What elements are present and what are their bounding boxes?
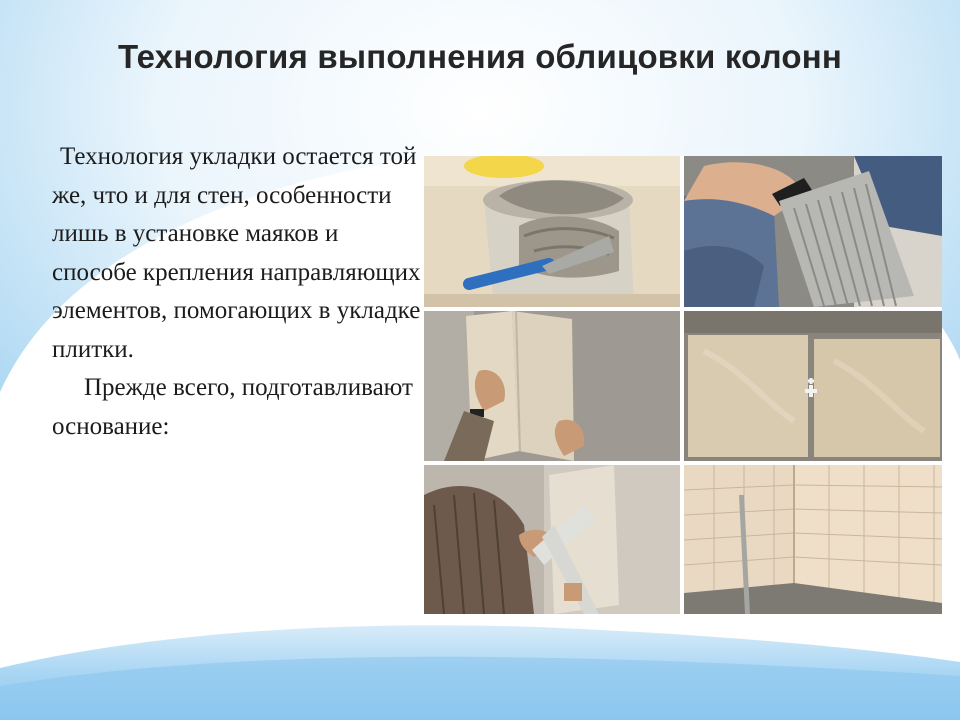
photo-pressing-tile (424, 311, 680, 461)
photo-aligning-tile (424, 465, 680, 614)
photo-tile-spacers (684, 311, 942, 461)
photo-notched-trowel (684, 156, 942, 307)
body-text (52, 138, 424, 446)
slide-title: Технология выполнения облицовки колонн (117, 38, 843, 75)
paragraph-1: Технология укладки остается той же, что и для стен, особенности лишь в установке маяков и способе крепления направляющих элементов, помогающих в укладке плитки. (52, 143, 421, 363)
photo-adhesive-bucket (424, 156, 680, 307)
photo-collage (424, 156, 942, 614)
paragraph-2: Прежде всего, подготавливают основание: (52, 374, 413, 440)
photo-finished-corner (684, 465, 942, 614)
